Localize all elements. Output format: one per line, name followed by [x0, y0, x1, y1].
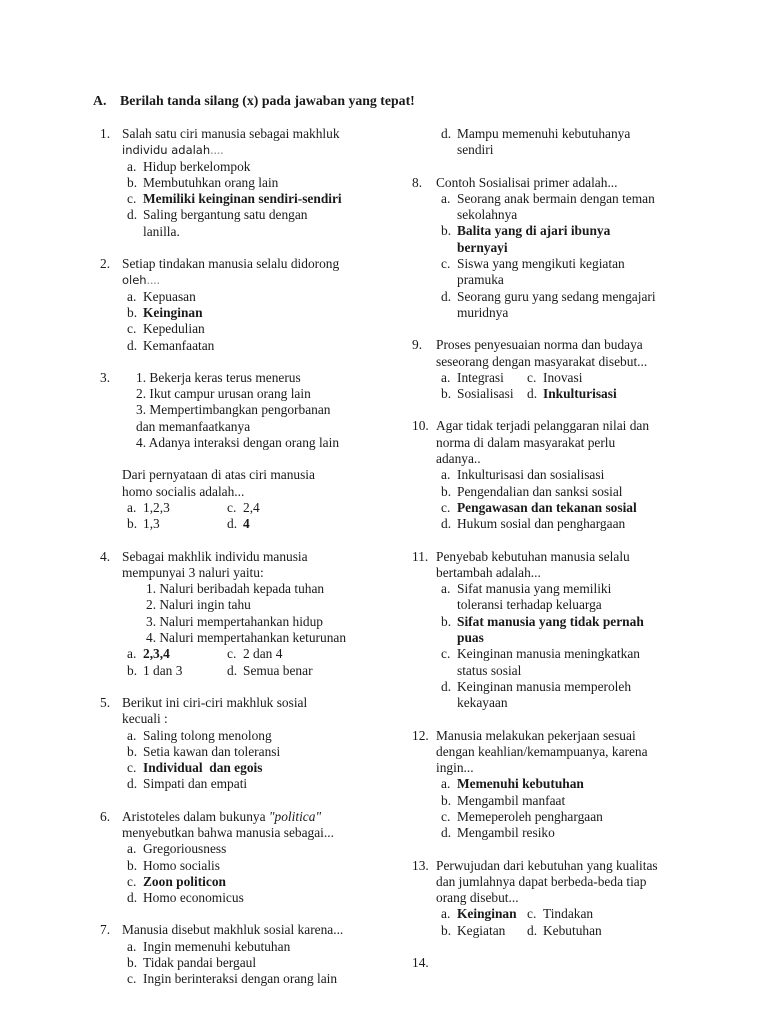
question-5: 5. Berikut ini ciri-ciri makhluk sosial kecuali : a. Saling tolong menolong b. Setia kawan dan toleransi c. Individual dan egois d. Simpati dan empati: [100, 695, 400, 793]
option-c[interactable]: c. Memeperoleh penghargaan: [441, 808, 603, 824]
question-6: 6. Aristoteles dalam bukunya "politica" menyebutkan bahwa manusia sebagai... a. Gregoriousness b. Homo socialis c. Zoon politicon d. Homo economicus: [100, 809, 400, 907]
question-8: 8. Contoh Sosialisai primer adalah... a. Seorang anak bermain dengan teman sekolahnya b. Balita yang di ajari ibunya bernyayi c. Siswa yang mengikuti kegiatan pramuka d. Seorang guru yang sedang mengajari muridnya: [412, 175, 687, 322]
option-c[interactable]: c. Tindakan: [527, 906, 594, 922]
option-b[interactable]: b. Mengambil manfaat: [441, 792, 566, 808]
option-a[interactable]: a. Ingin memenuhi kebutuhan: [127, 938, 291, 954]
section-heading: A. Berilah tanda silang (x) pada jawaban yang tepat!: [93, 93, 415, 108]
question-7: 7. Manusia disebut makhluk sosial karena... a. Ingin memenuhi kebutuhan b. Tidak pandai bergaul c. Ingin berinteraksi dengan orang lain: [100, 922, 400, 987]
option-c[interactable]: c. 2,4: [227, 499, 260, 515]
option-a[interactable]: a. Seorang anak bermain dengan teman sekolahnya: [441, 190, 655, 223]
option-a[interactable]: a. 2,3,4: [127, 646, 170, 662]
option-c[interactable]: c. Inovasi: [527, 369, 583, 385]
option-d[interactable]: d. Keinginan manusia memperoleh kekayaan: [441, 678, 632, 711]
question-9: 9. Proses penyesuaian norma dan budaya seseorang dengan masyarakat disebut... a. Integrasi c. Inovasi b. Sosialisasi d. Inkulturisasi: [412, 337, 648, 402]
option-b[interactable]: b. Homo socialis: [127, 857, 220, 873]
question-2: 2. Setiap tindakan manusia selalu didorong oleh.... a. Kepuasan b. Keinginan c. Kepedulian d. Kemanfaatan: [100, 256, 400, 354]
option-c[interactable]: c. 2 dan 4: [227, 646, 283, 662]
option-c[interactable]: c. Pengawasan dan tekanan sosial: [441, 499, 637, 515]
option-c[interactable]: c. Keinginan manusia meningkatkan status sosial: [441, 646, 640, 678]
option-c[interactable]: c. Zoon politicon: [127, 873, 226, 889]
option-b[interactable]: b. Pengendalian dan sanksi sosial: [441, 483, 623, 499]
option-d[interactable]: d. Homo economicus: [127, 890, 244, 906]
option-d[interactable]: d. Semua benar: [227, 662, 313, 678]
option-d[interactable]: d. Kebutuhan: [527, 922, 602, 938]
question-12: 12. Manusia melakukan pekerjaan sesuai dengan keahlian/kemampuanya, karena ingin... a. Memenuhi kebutuhan b. Mengambil manfaat c. Memeperoleh penghargaan d. Mengambil resiko: [412, 728, 687, 842]
option-b[interactable]: b. Balita yang di ajari ibunya bernyayi: [441, 223, 611, 255]
option-a[interactable]: a. Saling tolong menolong: [127, 727, 272, 743]
option-a[interactable]: a. 1,2,3: [127, 499, 170, 515]
question-3: 3. 1. Bekerja keras terus menerus 2. Ikut campur urusan orang lain 3. Mempertimbangkan pengorbanan dan memanfaatkanya 4. Adanya interaksi dengan orang lain Dari pernyataan di atas ciri manusia homo socialis adalah... a. 1,2,3 c. 2,4 b. 1,3 d. 4: [100, 370, 400, 533]
option-a[interactable]: a. Keinginan: [441, 906, 517, 922]
option-b[interactable]: b. 1 dan 3: [127, 662, 183, 678]
question-4: 4. Sebagai makhlik individu manusia mempunyai 3 naluri yaitu: 1. Naluri beribadah kepada tuhan 2. Naluri ingin tahu 3. Naluri mempertahankan hidup 4. Naluri mempertahankan keturunan a. 2,3,4 c. 2 dan 4 b. 1 dan 3 d. Semua benar: [100, 548, 347, 678]
option-c[interactable]: c. Ingin berinteraksi dengan orang lain: [127, 971, 338, 987]
right-column: [412, 126, 687, 971]
option-b[interactable]: b. Setia kawan dan toleransi: [127, 743, 281, 759]
question-1: 1. Salah satu ciri manusia sebagai makhluk individu adalah.... a. Hidup berkelompok b. Membutuhkan orang lain c. Memiliki keinginan sendiri-sendiri d. Saling bergantung satu dengan lanilla.: [100, 126, 400, 240]
question-7-continued: [412, 126, 687, 159]
left-column: [100, 126, 400, 988]
option-b[interactable]: b. Kegiatan: [441, 922, 506, 938]
question-13: 13. Perwujudan dari kebutuhan yang kualitas dan jumlahnya dapat berbeda-beda tiap orang disebut... a. Keinginan c. Tindakan b. Kegiatan d. Kebutuhan: [412, 857, 658, 938]
option-c[interactable]: c. Kepedulian: [127, 321, 205, 337]
option-d[interactable]: d. Mengambil resiko: [441, 825, 555, 841]
option-b[interactable]: b. 1,3: [127, 516, 160, 532]
option-c[interactable]: c. Siswa yang mengikuti kegiatan pramuka: [441, 256, 625, 288]
option-d[interactable]: d. Inkulturisasi: [527, 386, 617, 402]
option-c[interactable]: c. Memiliki keinginan sendiri-sendiri: [127, 191, 342, 207]
option-d[interactable]: d. Saling bergantung satu dengan lanilla.: [127, 207, 308, 239]
question-11: 11. Penyebab kebutuhan manusia selalu bertambah adalah... a. Sifat manusia yang memiliki toleransi terhadap keluarga b. Sifat manusia yang tidak pernah puas c. Keinginan manusia meningkatkan status sosial d. Keinginan manusia memperoleh kekayaan: [412, 549, 687, 712]
option-d[interactable]: d. Seorang guru yang sedang mengajari muridnya: [441, 288, 656, 320]
option-a[interactable]: a. Gregoriousness: [127, 841, 227, 857]
option-b[interactable]: b. Sifat manusia yang tidak pernah puas: [441, 613, 644, 646]
option-d[interactable]: d. Mampu memenuhi kebutuhanya sendiri: [441, 126, 631, 158]
option-d[interactable]: d. Simpati dan empati: [127, 776, 248, 792]
option-d[interactable]: d. Kemanfaatan: [127, 337, 215, 353]
option-a[interactable]: a. Hidup berkelompok: [127, 158, 251, 174]
option-a[interactable]: a. Inkulturisasi dan sosialisasi: [441, 467, 605, 483]
option-d[interactable]: d. Hukum sosial dan penghargaan: [441, 516, 626, 532]
option-a[interactable]: a. Kepuasan: [127, 288, 196, 304]
option-a[interactable]: a. Integrasi: [441, 369, 504, 385]
option-b[interactable]: b. Keinginan: [127, 304, 203, 320]
option-b[interactable]: b. Sosialisasi: [441, 386, 514, 402]
question-14: 14.: [412, 955, 429, 971]
option-d[interactable]: d. 4: [227, 516, 250, 532]
option-a[interactable]: a. Sifat manusia yang memiliki toleransi terhadap keluarga: [441, 581, 612, 613]
option-b[interactable]: b. Membutuhkan orang lain: [127, 174, 279, 190]
question-10: 10. Agar tidak terjadi pelanggaran nilai dan norma di dalam masyarakat perlu adanya.. a. Inkulturisasi dan sosialisasi b. Pengendalian dan sanksi sosial c. Pengawasan dan tekanan sosial d. Hukum sosial dan penghargaan: [412, 418, 687, 532]
option-c[interactable]: c. Individual dan egois: [127, 760, 263, 776]
option-a[interactable]: a. Memenuhi kebutuhan: [441, 776, 584, 792]
option-b[interactable]: b. Tidak pandai bergaul: [127, 955, 257, 971]
